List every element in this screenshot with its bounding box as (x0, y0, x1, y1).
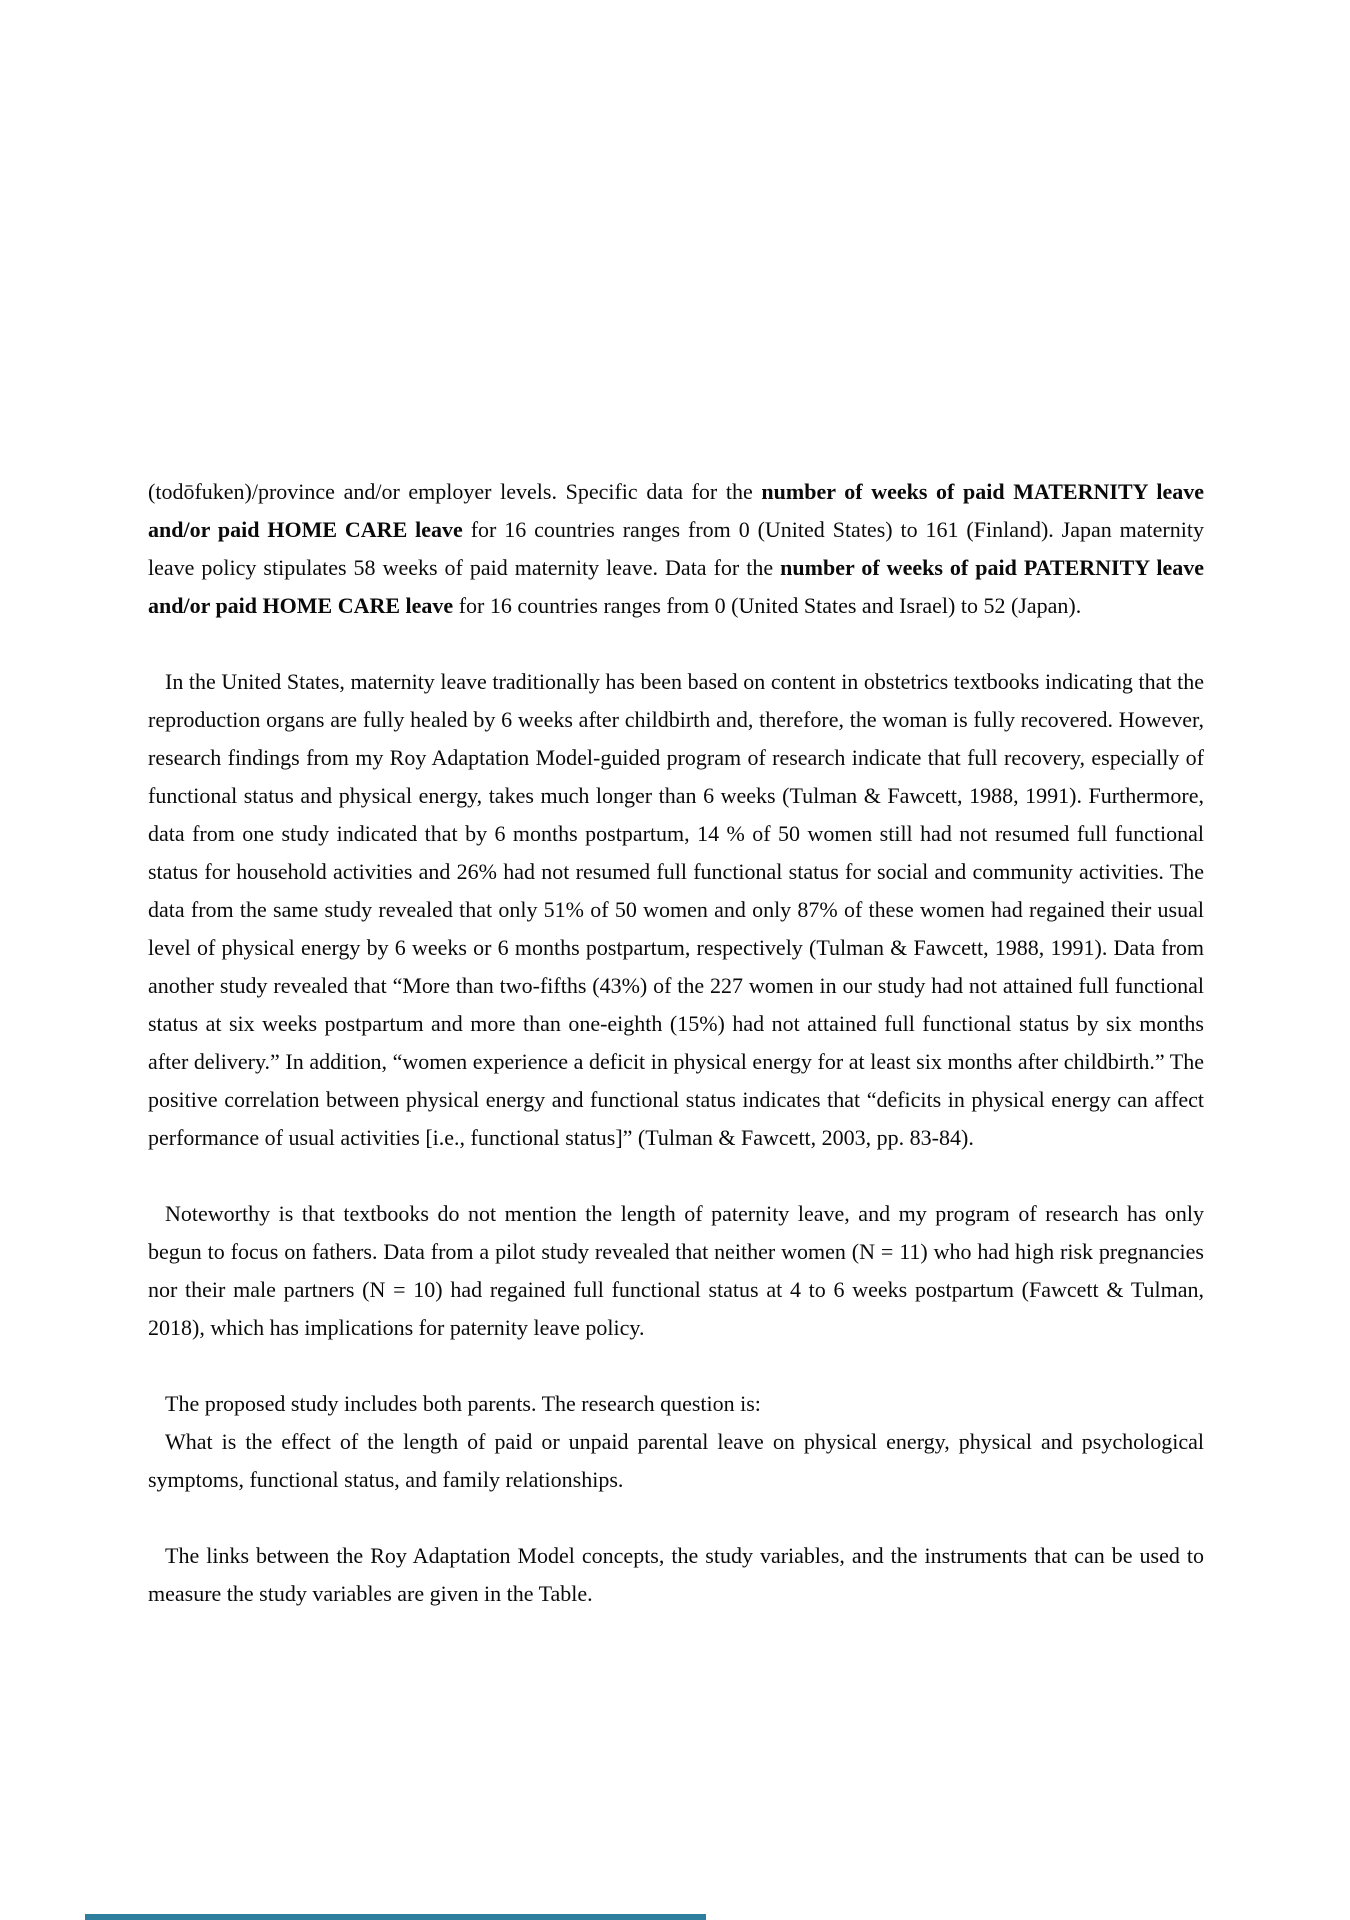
paragraph-research-question: What is the effect of the length of paid or unpaid parental leave on physical energy, physical and psychological symptoms, functional status, and family relationships. (148, 1429, 1204, 1492)
text-body (148, 473, 1204, 1651)
paragraph-us-maternity-research: In the United States, maternity leave traditionally has been based on content in obstetrics textbooks indicating that the reproduction organs are fully healed by 6 weeks after childbirth and, therefore, the woman is fully recovered. However, research findings from my Roy Adaptation Model-guided program of research indicate that full recovery, especially of functional status and physical energy, takes much longer than 6 weeks (Tulman & Fawcett, 1988, 1991). Furthermore, data from one study indicated that by 6 months postpartum, 14 % of 50 women still had not resumed full functional status for household activities and 26% had not resumed full functional status for social and community activities. The data from the same study revealed that only 51% of 50 women and only 87% of these women had regained their usual level of physical energy by 6 weeks or 6 months postpartum, respectively (Tulman & Fawcett, 1988, 1991). Data from another study revealed that “More than two-fifths (43%) of the 227 women in our study had not attained full functional status at six weeks postpartum and more than one-eighth (15%) had not attained full functional status by six months after delivery.” In addition, “women experience a deficit in physical energy for at least six months after childbirth.” The positive correlation between physical energy and functional status indicates that “deficits in physical energy can affect performance of usual activities [i.e., functional status]” (Tulman & Fawcett, 2003, pp. 83-84). (148, 669, 1204, 1150)
text-run-bold-maternity: number of weeks of paid MATERNITY leave and/or paid HOME CARE leave (148, 479, 1204, 542)
text-run: for 16 countries ranges from 0 (United States) to 161 (Finland). Japan maternity leave policy stipulates 58 weeks of paid maternity leave. Data for the (148, 517, 1204, 580)
text-run: (todōfuken)/province and/or employer levels. Specific data for the (148, 479, 762, 504)
text-run: for 16 countries ranges from 0 (United States and Israel) to 52 (Japan). (453, 593, 1082, 618)
paragraph-leave-data (148, 473, 1204, 625)
paragraph-paternity-pilot-study: Noteworthy is that textbooks do not mention the length of paternity leave, and my program of research has only begun to focus on fathers. Data from a pilot study revealed that neither women (N = 11) who had high risk pregnancies nor their male partners (N = 10) had regained full functional status at 4 to 6 weeks postpartum (Fawcett & Tulman, 2018), which has implications for paternity leave policy. (148, 1201, 1204, 1340)
paragraph-proposed-study: The proposed study includes both parents. The research question is: (165, 1391, 761, 1416)
paragraph-table-reference: The links between the Roy Adaptation Model concepts, the study variables, and the instruments that can be used to measure the study variables are given in the Table. (148, 1543, 1204, 1606)
table-top-edge-partial (85, 1914, 706, 1920)
text-run-bold-paternity: number of weeks of paid PATERNITY leave and/or paid HOME CARE leave (148, 555, 1205, 618)
